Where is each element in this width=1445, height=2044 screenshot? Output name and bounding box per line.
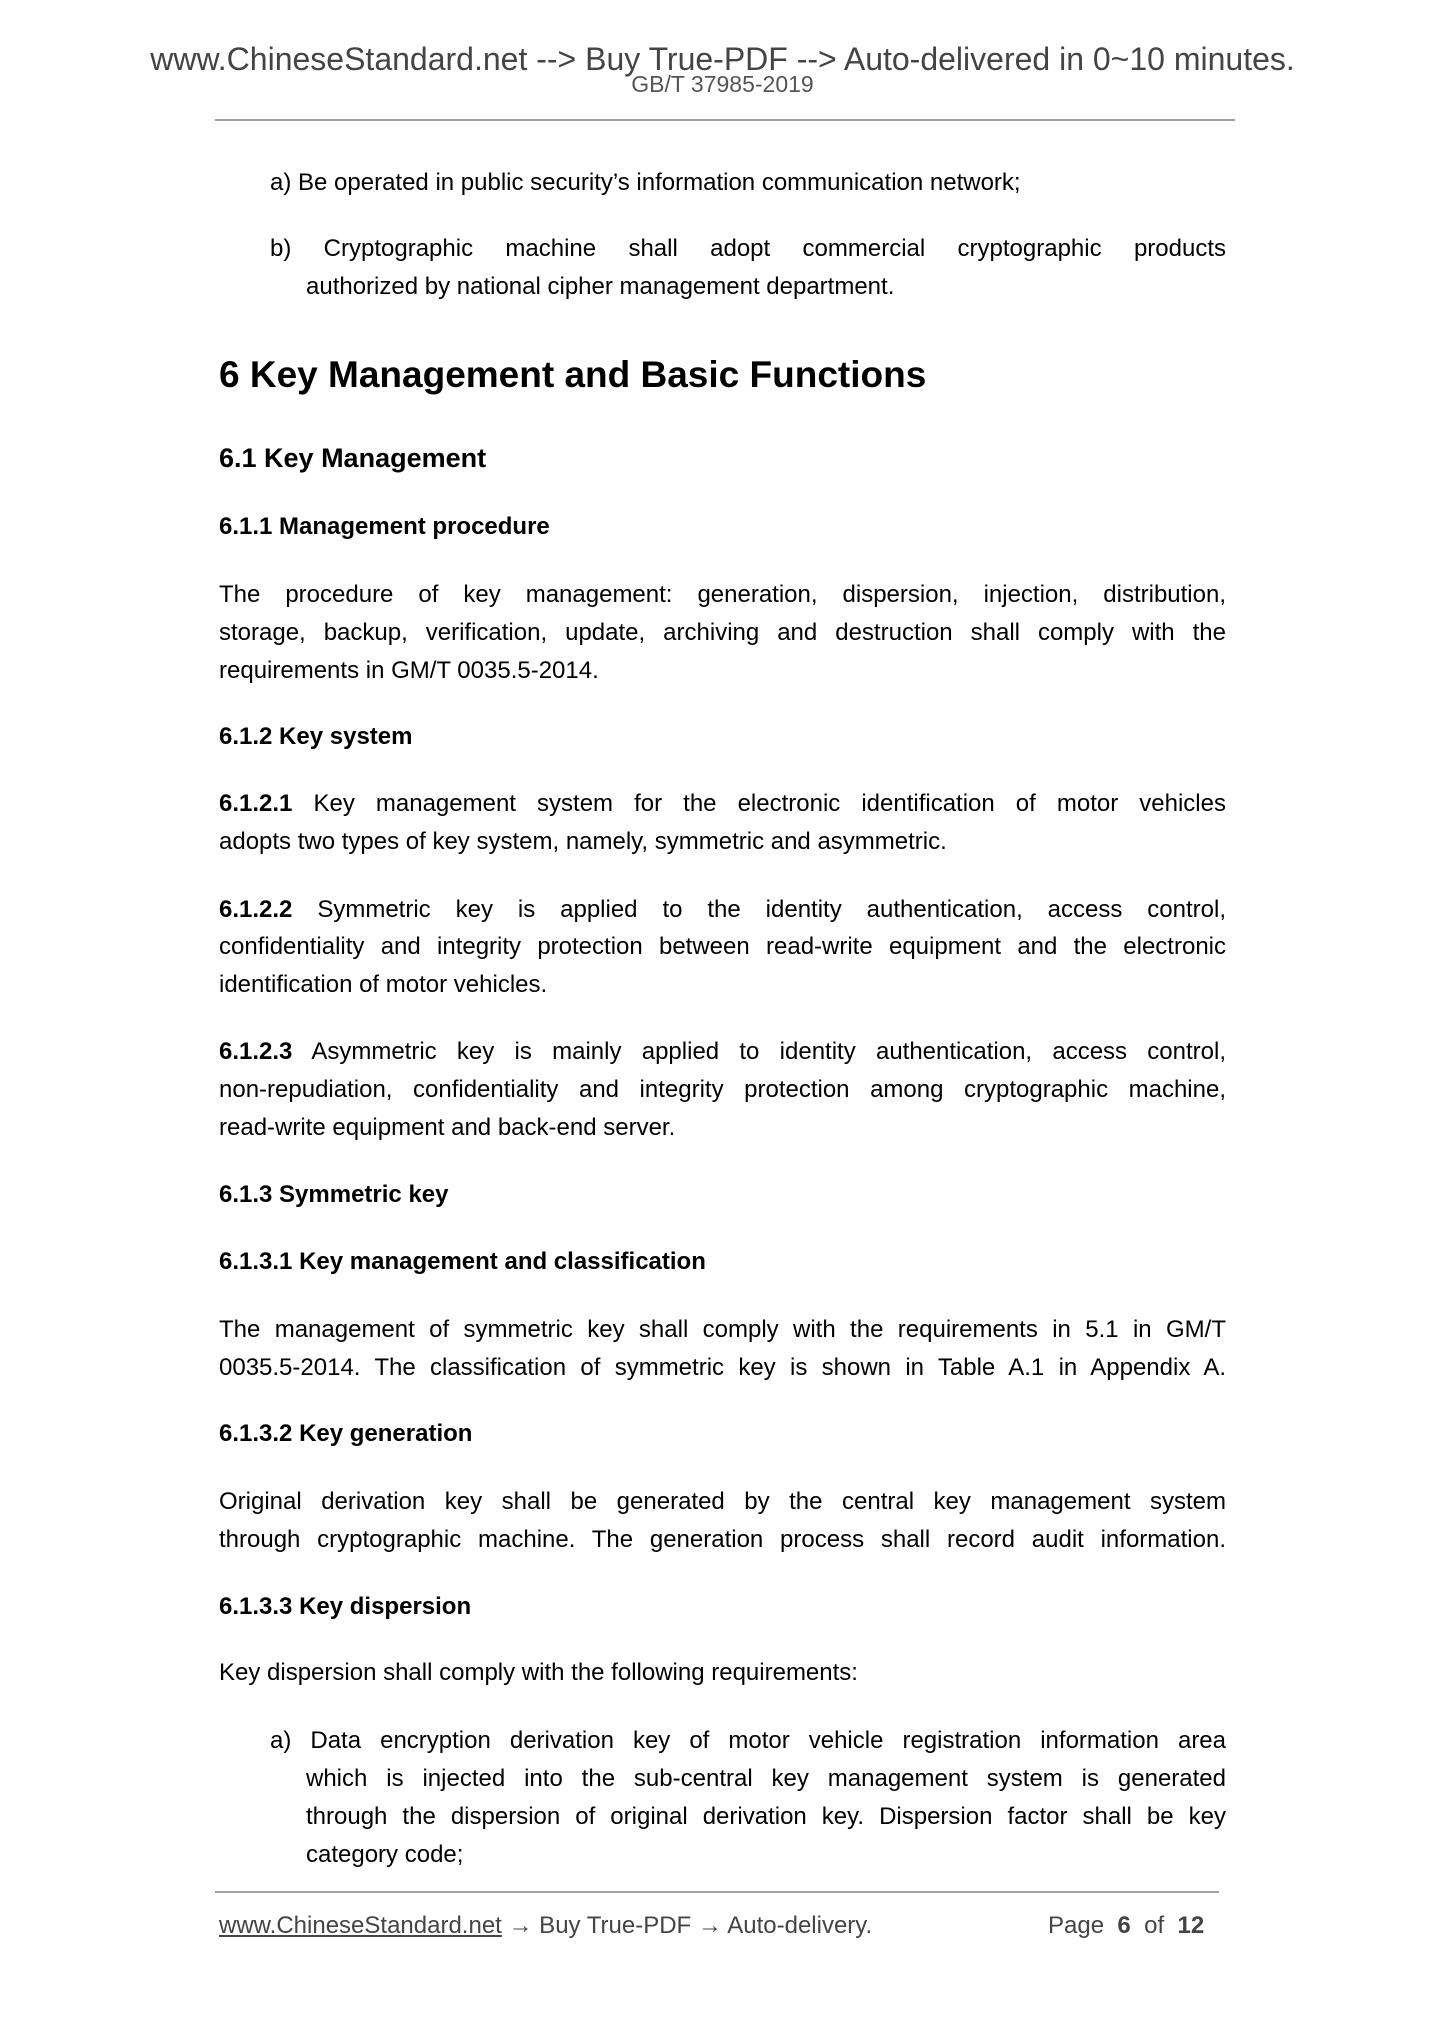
paragraph-6-1-2-3-line3: read-write equipment and back-end server. xyxy=(219,1114,676,1141)
list-item-b-line2: authorized by national cipher management department. xyxy=(306,273,895,300)
paragraph-6-1-2-2-line3: identification of motor vehicles. xyxy=(219,971,548,998)
clause-number: 6.1.2.1 xyxy=(219,790,293,817)
paragraph-6-1-3-1-line1: The management of symmetric key shall comply with the requirements in 5.1 in GM/T xyxy=(219,1316,1226,1343)
paragraph-6-1-3-2-line1: Original derivation key shall be generated by the central key management system xyxy=(219,1488,1226,1515)
paragraph-6-1-2-1-line2: adopts two types of key system, namely, symmetric and asymmetric. xyxy=(219,828,947,855)
paragraph-6-1-1-line2: storage, backup, verification, update, archiving and destruction shall comply with the xyxy=(219,619,1226,646)
paragraph-6-1-2-2-line1 xyxy=(219,895,1226,925)
paragraph-6-1-3-1-line2: 0035.5-2014. The classification of symmetric key is shown in Table A.1 in Appendix A. xyxy=(219,1354,1226,1381)
clause-text: Asymmetric key is mainly applied to identity authentication, access control, xyxy=(311,1038,1226,1065)
page-current: 6 xyxy=(1117,1912,1131,1939)
clause-number: 6.1.2.3 xyxy=(219,1038,293,1065)
dispersion-item-a-line2: which is injected into the sub-central key management system is generated xyxy=(306,1765,1226,1792)
dispersion-item-a-line3: through the dispersion of original derivation key. Dispersion factor shall be key xyxy=(306,1803,1226,1830)
paragraph-6-1-2-1-line1 xyxy=(219,789,1226,819)
header-banner: www.ChineseStandard.net --> Buy True-PDF --> Auto-delivered in 0~10 minutes. xyxy=(150,41,1295,77)
paragraph-6-1-2-2-line2: confidentiality and integrity protection between read-write equipment and the electronic xyxy=(219,933,1226,960)
paragraph-6-1-2-3-line1 xyxy=(219,1037,1226,1067)
page-indicator xyxy=(1048,1911,1204,1941)
paragraph-6-1-2-3-line2: non-repudiation, confidentiality and integrity protection among cryptographic machine, xyxy=(219,1076,1226,1103)
footer-promo xyxy=(219,1911,872,1941)
dispersion-item-a-line4: category code; xyxy=(306,1841,464,1868)
clause-text: Symmetric key is applied to the identity authentication, access control, xyxy=(317,896,1226,923)
clause-number: 6.1.2.2 xyxy=(219,896,293,923)
document-id: GB/T 37985-2019 xyxy=(631,71,814,97)
section-heading-6-1-3: 6.1.3 Symmetric key xyxy=(219,1181,449,1208)
page-label: Page xyxy=(1048,1912,1105,1939)
paragraph-6-1-3-3: Key dispersion shall comply with the following requirements: xyxy=(219,1659,858,1686)
clause-text: Key management system for the electronic identification of motor vehicles xyxy=(313,790,1226,817)
paragraph-6-1-1-line3: requirements in GM/T 0035.5-2014. xyxy=(219,657,599,684)
list-item-b-line1: b) Cryptographic machine shall adopt commercial cryptographic products xyxy=(270,235,1226,262)
section-heading-6-1-3-1: 6.1.3.1 Key management and classification xyxy=(219,1248,706,1275)
paragraph-6-1-3-2-line2: through cryptographic machine. The generation process shall record audit information. xyxy=(219,1526,1226,1553)
footer-link[interactable]: www.ChineseStandard.net xyxy=(219,1912,502,1939)
section-heading-6-1-1: 6.1.1 Management procedure xyxy=(219,513,550,540)
footer-promo-text: → Buy True-PDF → Auto-delivery. xyxy=(501,1912,873,1939)
dispersion-item-a-line1: a) Data encryption derivation key of motor vehicle registration information area xyxy=(270,1727,1226,1754)
section-heading-6: 6 Key Management and Basic Functions xyxy=(219,354,927,395)
section-heading-6-1-2: 6.1.2 Key system xyxy=(219,723,413,750)
list-item-a: a) Be operated in public security’s information communication network; xyxy=(270,169,1021,196)
section-heading-6-1: 6.1 Key Management xyxy=(219,443,487,473)
section-heading-6-1-3-3: 6.1.3.3 Key dispersion xyxy=(219,1593,472,1620)
header-rule xyxy=(215,119,1235,121)
footer-rule xyxy=(215,1891,1219,1893)
of-label: of xyxy=(1144,1912,1165,1939)
section-heading-6-1-3-2: 6.1.3.2 Key generation xyxy=(219,1420,473,1447)
paragraph-6-1-1-line1: The procedure of key management: generation, dispersion, injection, distribution, xyxy=(219,581,1226,608)
page-total: 12 xyxy=(1177,1912,1205,1939)
